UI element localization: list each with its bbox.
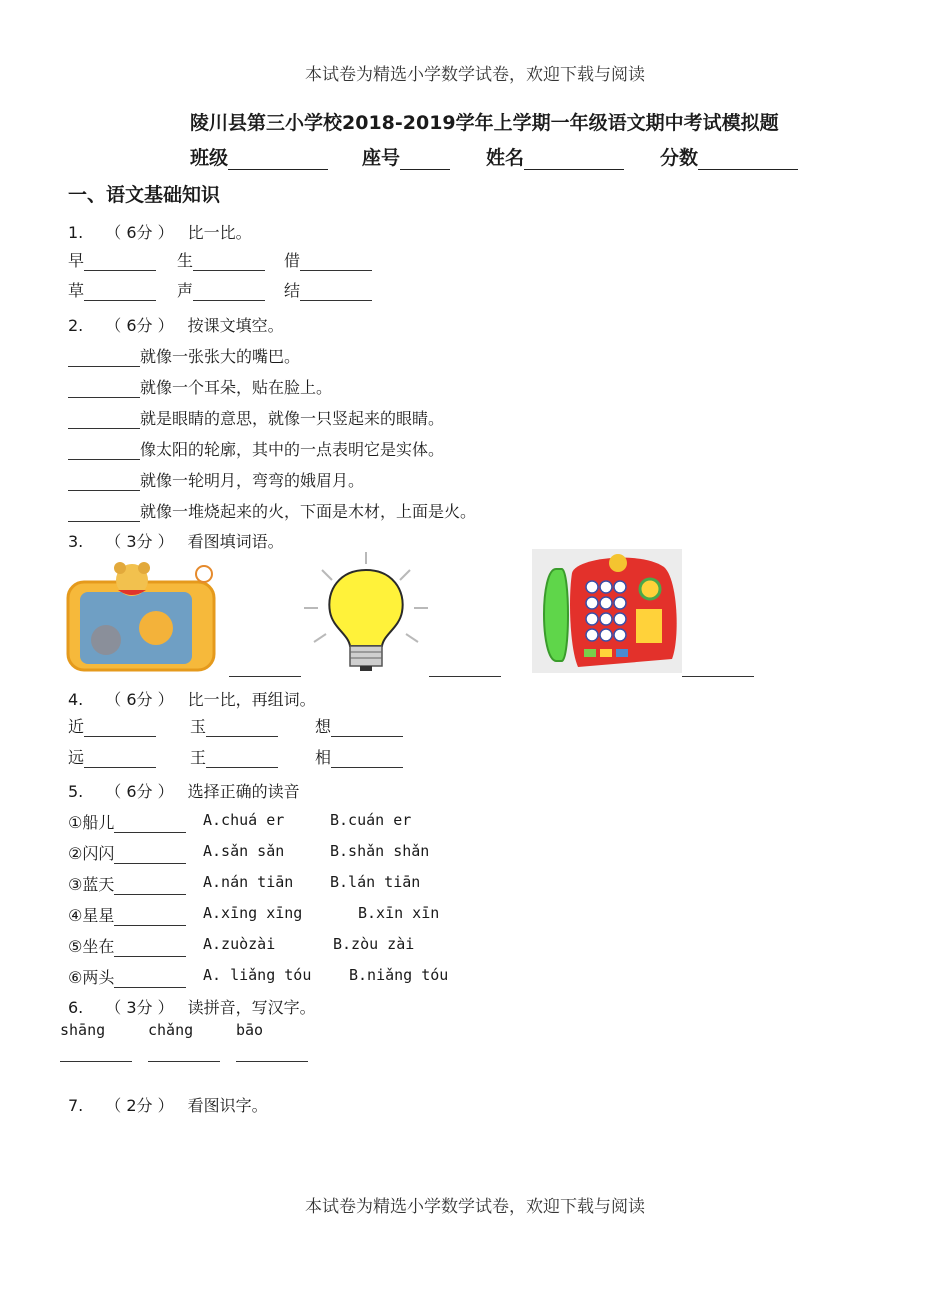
q5-option-a: A. liǎng tóu bbox=[203, 966, 312, 984]
q2-line: 就像一个耳朵，贴在脸上。 bbox=[68, 375, 332, 398]
q1-char: 早 bbox=[68, 248, 156, 271]
question-2: 2. （ 6分 ） 按课文填空。 bbox=[68, 316, 284, 335]
question-3: 3. （ 3分 ） 看图填词语。 bbox=[68, 532, 284, 551]
q2-line: 就像一张张大的嘴巴。 bbox=[68, 344, 300, 367]
telephone-picture bbox=[532, 549, 682, 673]
q1-char: 声 bbox=[177, 278, 265, 301]
q1-char: 借 bbox=[284, 248, 372, 271]
q5-option-b: B.lán tiān bbox=[330, 873, 421, 891]
q5-option-b: B.zòu zài bbox=[333, 935, 415, 953]
q6-blank bbox=[148, 1045, 220, 1062]
q5-option-a: A.xīng xīng bbox=[203, 904, 303, 922]
q5-option-b: B.shǎn shǎn bbox=[330, 842, 430, 860]
q2-line: 就像一轮明月，弯弯的娥眉月。 bbox=[68, 468, 364, 491]
q2-line: 像太阳的轮廓，其中的一点表明它是实体。 bbox=[68, 437, 444, 460]
q5-word: ②闪闪 bbox=[68, 841, 186, 864]
q5-option-a: A.nán tiān bbox=[203, 873, 294, 891]
q6-pinyin: chǎng bbox=[148, 1021, 194, 1039]
q5-option-a: A.zuòzài bbox=[203, 935, 276, 953]
q4-char: 王 bbox=[190, 745, 278, 768]
exam-title: 陵川县第三小学校2018-2019学年上学期一年级语文期中考试模拟题 bbox=[190, 112, 779, 134]
q4-char: 玉 bbox=[190, 714, 278, 737]
section-title: 一、语文基础知识 bbox=[68, 184, 221, 206]
name-field: 姓名 bbox=[486, 143, 624, 170]
q3-blank bbox=[229, 660, 301, 677]
question-7: 7. （ 2分 ） 看图识字。 bbox=[68, 1096, 268, 1115]
q6-blank bbox=[60, 1045, 132, 1062]
q3-blank bbox=[682, 660, 754, 677]
q1-char: 结 bbox=[284, 278, 372, 301]
question-4: 4. （ 6分 ） 比一比，再组词。 bbox=[68, 690, 316, 709]
question-5: 5. （ 6分 ） 选择正确的读音 bbox=[68, 782, 300, 801]
q6-pinyin: shāng bbox=[60, 1021, 106, 1039]
q4-char: 想 bbox=[315, 714, 403, 737]
q3-blank bbox=[429, 660, 501, 677]
page-footer: 本试卷为精选小学数学试卷，欢迎下载与阅读 bbox=[305, 1197, 645, 1217]
seat-field: 座号 bbox=[362, 143, 450, 170]
q5-word: ③蓝天 bbox=[68, 872, 186, 895]
q5-word: ①船儿 bbox=[68, 810, 186, 833]
question-1: 1. （ 6分 ） 比一比。 bbox=[68, 223, 252, 242]
q4-char: 近 bbox=[68, 714, 156, 737]
q2-line: 就像一堆烧起来的火，下面是木材，上面是火。 bbox=[68, 499, 476, 522]
q5-option-b: B.niǎng tóu bbox=[349, 966, 449, 984]
class-field: 班级 bbox=[190, 143, 328, 170]
q2-line: 就是眼睛的意思，就像一只竖起来的眼睛。 bbox=[68, 406, 444, 429]
q1-char: 草 bbox=[68, 278, 156, 301]
q4-char: 远 bbox=[68, 745, 156, 768]
q5-word: ④星星 bbox=[68, 903, 186, 926]
lightbulb-picture bbox=[302, 552, 430, 672]
q5-option-b: B.xīn xīn bbox=[358, 904, 440, 922]
q5-word: ⑥两头 bbox=[68, 965, 186, 988]
score-field: 分数 bbox=[660, 143, 798, 170]
q1-char: 生 bbox=[177, 248, 265, 271]
q4-char: 相 bbox=[315, 745, 403, 768]
q5-option-a: A.chuá er bbox=[203, 811, 285, 829]
q6-blank bbox=[236, 1045, 308, 1062]
question-6: 6. （ 3分 ） 读拼音，写汉字。 bbox=[68, 998, 316, 1017]
q5-option-b: B.cuán er bbox=[330, 811, 412, 829]
page-header: 本试卷为精选小学数学试卷，欢迎下载与阅读 bbox=[305, 65, 645, 85]
q5-option-a: A.sǎn sǎn bbox=[203, 842, 285, 860]
q5-word: ⑤坐在 bbox=[68, 934, 186, 957]
tv-picture bbox=[66, 560, 216, 672]
q6-pinyin: bāo bbox=[236, 1021, 264, 1039]
